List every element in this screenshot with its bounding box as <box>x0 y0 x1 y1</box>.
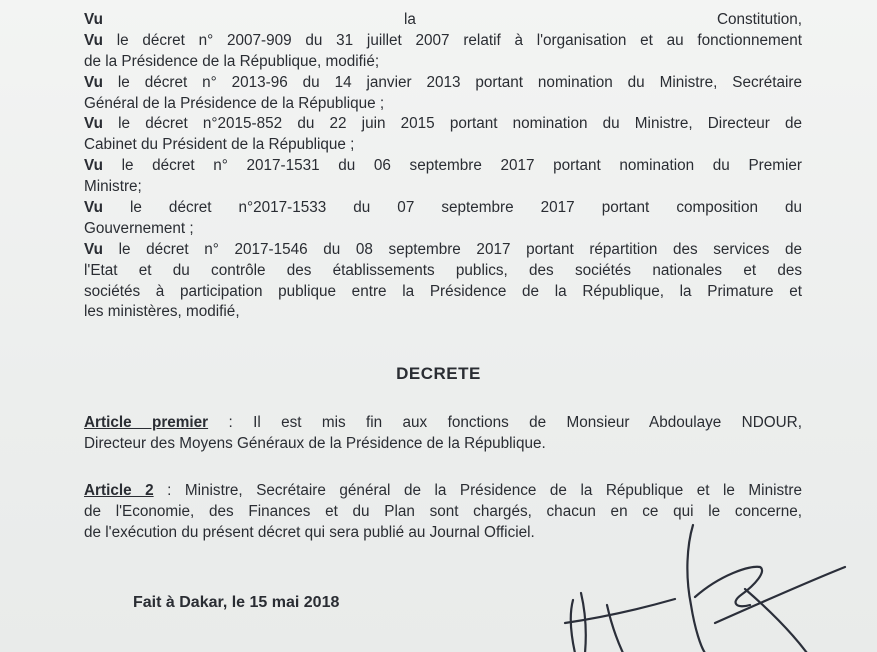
article-text: Directeur des Moyens Généraux de la Présidence de la République. <box>84 434 546 452</box>
preamble-text: le décret n° 2007-909 du 31 juillet 2007 relatif à l'organisation et au fonctionnement <box>102 31 802 49</box>
preamble-text: sociétés à participation publique entre la Présidence de la République, la Primature et <box>84 282 802 300</box>
preamble-line <box>84 240 802 261</box>
signature-stroke <box>715 567 845 623</box>
preamble-text: les ministères, modifié, <box>84 303 240 321</box>
preamble-text: le décret n° 2017-1546 du 08 septembre 2017 portant répartition des services de <box>102 240 802 258</box>
article-text: de l'Economie, des Finances et du Plan sont chargés, chacun en ce qui le concerne, <box>84 502 802 520</box>
preamble-text: le décret n° 2013-96 du 14 janvier 2013 portant nomination du Ministre, Secrétaire <box>102 73 802 91</box>
vu-label: Vu <box>84 199 103 217</box>
preamble-line <box>84 73 802 94</box>
article-text: de l'exécution du présent décret qui sera publié au Journal Officiel. <box>84 523 535 541</box>
preamble-line <box>84 135 802 156</box>
preamble-line <box>84 94 802 115</box>
vu-label: Vu <box>84 115 103 133</box>
signature-stroke <box>695 567 762 607</box>
preamble-text: le décret n°2015-852 du 22 juin 2015 portant nomination du Ministre, Directeur de <box>102 115 802 133</box>
preamble-text: Cabinet du Président de la République ; <box>84 136 355 154</box>
signature-stroke <box>745 589 807 652</box>
article-text: : Ministre, Secrétaire général de la Présidence de la République et le Ministre <box>153 482 802 499</box>
preamble-text: Gouvernement ; <box>84 219 194 237</box>
preamble-text: Général de la Présidence de la République ; <box>84 94 385 112</box>
signature-icon <box>545 505 875 652</box>
preamble-line <box>84 10 802 31</box>
preamble-line <box>84 156 802 177</box>
preamble-text: le décret n°2017-1533 du 07 septembre 2017 portant composition du <box>102 199 802 217</box>
preamble-line <box>84 114 802 135</box>
signature-stroke <box>565 599 675 623</box>
preamble-text: le décret n° 2017-1531 du 06 septembre 2017 portant nomination du Premier <box>102 157 802 175</box>
closing-place-date: Fait à Dakar, le 15 mai 2018 <box>133 594 340 611</box>
article-label: Article premier <box>84 414 209 431</box>
vu-label: Vu <box>84 157 103 175</box>
preamble-line <box>84 282 802 303</box>
article-premier <box>84 413 802 455</box>
preamble-line <box>84 261 802 282</box>
article-text: : Il est mis fin aux fonctions de Monsieur Abdoulaye NDOUR, <box>208 414 802 431</box>
vu-label: Vu <box>84 73 103 91</box>
vu-label: Vu <box>84 240 103 258</box>
preamble-line <box>84 198 802 219</box>
article-line <box>84 481 802 502</box>
preamble-text: la Constitution, <box>102 11 802 28</box>
preamble-text: de la Présidence de la République, modifié; <box>84 52 380 70</box>
preamble-text: Ministre; <box>84 178 142 196</box>
vu-label: Vu <box>84 31 103 49</box>
preamble <box>84 10 802 323</box>
preamble-line <box>84 302 802 323</box>
signature-stroke <box>571 600 575 652</box>
preamble-line <box>84 31 802 52</box>
article-line <box>84 413 802 434</box>
vu-label: Vu <box>84 11 103 28</box>
preamble-line <box>84 177 802 198</box>
decree-title: DECRETE <box>396 364 481 383</box>
signature-stroke <box>687 525 705 652</box>
article-line <box>84 434 802 455</box>
signature-stroke <box>581 593 586 652</box>
preamble-line <box>84 52 802 73</box>
preamble-text: l'Etat et du contrôle des établissements publics, des sociétés nationales et des <box>84 261 802 279</box>
preamble-line <box>84 219 802 240</box>
article-label: Article 2 <box>84 482 154 499</box>
